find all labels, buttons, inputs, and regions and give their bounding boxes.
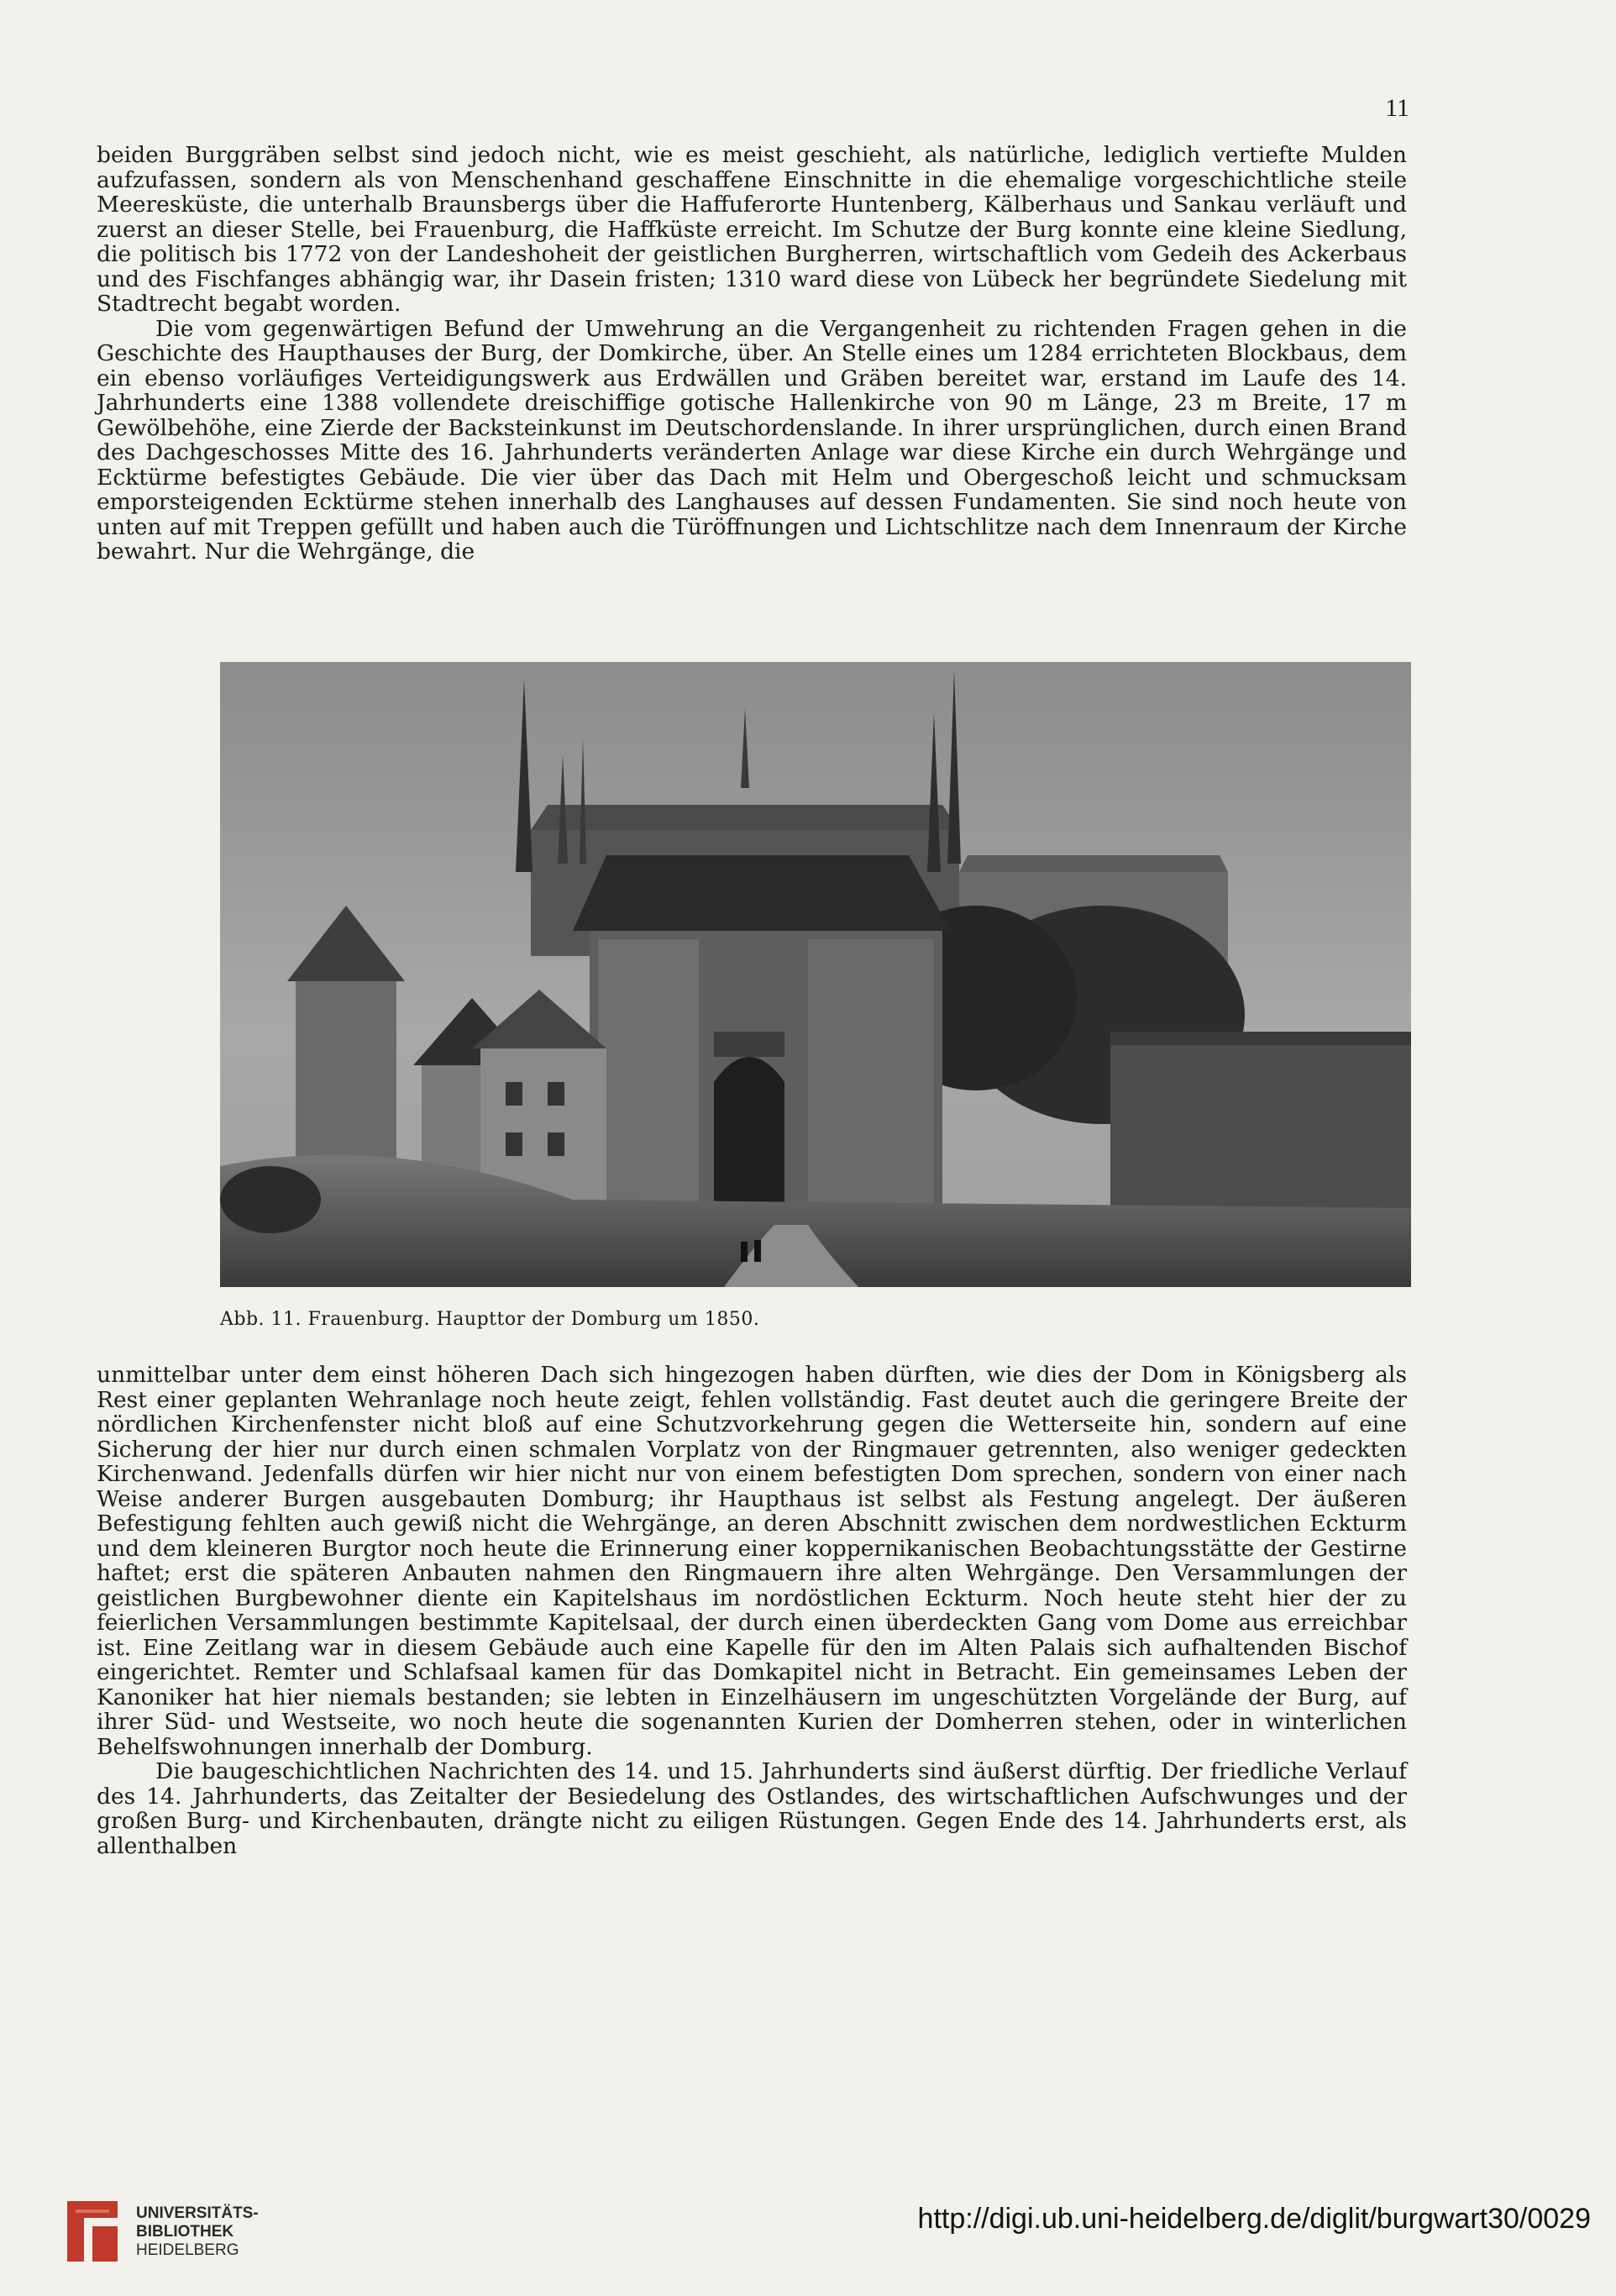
institution-line: BIBLIOTHEK: [136, 2223, 234, 2241]
figure-caption: Abb. 11. Frauenburg. Haupttor der Domburg um 1850.: [220, 1309, 760, 1330]
paragraph: beiden Burggräben selbst sind jedoch nicht, wie es meist geschieht, als natürliche, lediglich vertiefte Mulden aufzufassen, sondern als von Menschenhand geschaffene Einschnitte in die ehemalige vorgeschichtliche steile Meeresküste, die unterhalb Braunsbergs über die Haffuferorte Huntenberg, Kälberhaus und Sankau verläuft und zuerst an dieser Stelle, bei Frauenburg, die Haffküste erreicht. Im Schutze der Burg konnte eine kleine Siedlung, die politisch bis 1772 von der Landeshoheit der geistlichen Burgherren, wirtschaftlich vom Gedeih des Ackerbaus und des Fischfanges abhängig war, ihr Dasein fristen; 1310 ward diese von Lübeck her begründete Siedelung mit Stadtrecht begabt worden.: [97, 142, 1407, 317]
footer-bar: [0, 2167, 1616, 2296]
body-text-bottom: [97, 1363, 1407, 1858]
paragraph: unmittelbar unter dem einst höheren Dach sich hingezogen haben dürften, wie dies der Dom in Königsberg als Rest einer geplanten Wehranlage noch heute zeigt, fehlen vollständig. Fast deutet auch die geringere Breite der nördlichen Kirchenfenster nicht bloß auf eine Schutzvorkehrung gegen die Wetterseite hin, sondern auf eine Sicherung der hier nur durch einen schmalen Vorplatz von der Ringmauer getrennten, also weniger gedeckten Kirchenwand. Jedenfalls dürfen wir hier nicht nur von einem befestigten Dom sprechen, sondern von einer nach Weise anderer Burgen ausgebauten Domburg; ihr Haupthaus ist selbst als Festung angelegt. Der äußeren Befestigung fehlten auch gewiß nicht die Wehrgänge, an deren Abschnitt zwischen dem nordwestlichen Eckturm und dem kleineren Burgtor noch heute die Erinnerung einer koppernikanischen Beobachtungsstätte der Gestirne haftet; erst die späteren Anbauten nahmen den Ringmauern ihre alten Wehrgänge. Den Versammlungen der geistlichen Burgbewohner diente ein Kapitelshaus im nordöstlichen Eckturm. Noch heute steht hier der zu feierlichen Versammlungen bestimmte Kapitelsaal, der durch einen überdeckten Gang vom Dome aus erreichbar ist. Eine Zeitlang war in diesem Gebäude auch eine Kapelle für den im Alten Palais sich aufhaltenden Bischof eingerichtet. Remter und Schlafsaal kamen für das Domkapitel nicht in Betracht. Ein gemeinsames Leben der Kanoniker hat hier niemals bestanden; sie lebten in Einzelhäusern im ungeschützten Vorgelände der Burg, auf ihrer Süd- und Westseite, wo noch heute die sogenannten Kurien der Domherren stehen, oder in winterlichen Behelfswohnungen innerhalb der Domburg.: [97, 1362, 1407, 1760]
paragraph: Die baugeschichtlichen Nachrichten des 14. und 15. Jahrhunderts sind äußerst dürftig. Der friedliche Verlauf des 14. Jahrhunderts, das Zeitalter der Besiedelung des Ostlandes, des wirtschaftlichen Aufschwunges und der großen Burg- und Kirchenbauten, drängte nicht zu eiligen Rüstungen. Gegen Ende des 14. Jahrhunderts erst, als allenthalben: [97, 1758, 1407, 1859]
library-logo-icon: [59, 2193, 126, 2270]
source-url-link[interactable]: http://digi.ub.uni-heidelberg.de/diglit/burgwart30/0029: [917, 2203, 1591, 2235]
institution-name: [136, 2204, 259, 2260]
institution-line: HEIDELBERG: [136, 2241, 239, 2259]
body-text-top: [97, 143, 1407, 565]
castle-gate-illustration: [220, 662, 1411, 1287]
paragraph: Die vom gegenwärtigen Befund der Umwehrung an die Vergangenheit zu richtenden Fragen gehen in die Geschichte des Haupthauses der Burg, der Domkirche, über. An Stelle eines um 1284 errichteten Blockbaus, dem ein ebenso vorläufiges Verteidigungswerk aus Erdwällen und Gräben bereitet war, erstand im Laufe des 14. Jahrhunderts eine 1388 vollendete dreischiffige gotische Hallenkirche von 90 m Länge, 23 m Breite, 17 m Gewölbehöhe, eine Zierde der Backsteinkunst im Deutschordenslande. In ihrer ursprünglichen, durch einen Brand des Dachgeschosses Mitte des 16. Jahrhunderts veränderten Anlage war diese Kirche ein durch Wehrgänge und Ecktürme befestigtes Gebäude. Die vier über das Dach mit Helm und Obergeschoß leicht und schmucksam emporsteigenden Ecktürme stehen innerhalb des Langhauses auf dessen Fundamenten. Sie sind noch heute von unten auf mit Treppen gefüllt und haben auch die Türöffnungen und Lichtschlitze nach dem Innenraum der Kirche bewahrt. Nur die Wehrgänge, die: [97, 315, 1407, 565]
institution-line: UNIVERSITÄTS-: [136, 2204, 259, 2222]
page-number: 11: [1385, 94, 1409, 122]
figure-illustration: [220, 662, 1411, 1287]
